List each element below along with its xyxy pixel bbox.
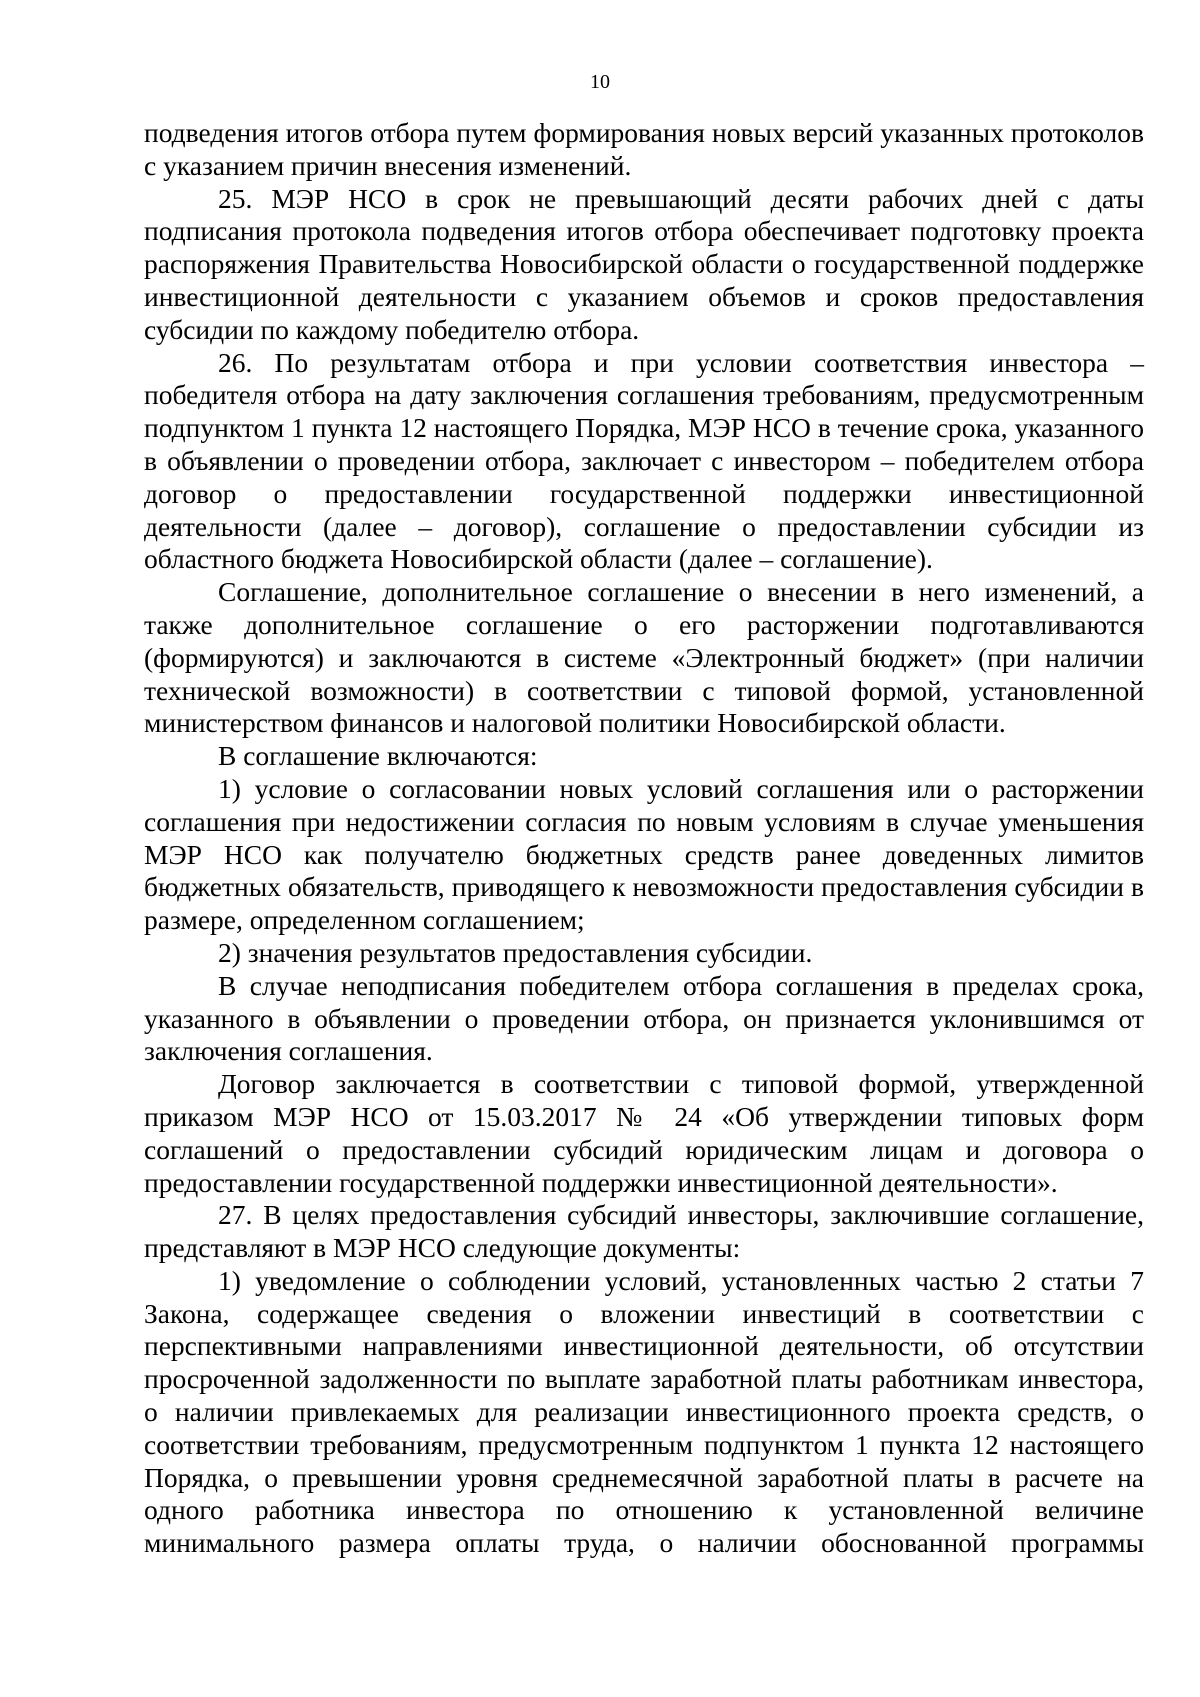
paragraph: 26. По результатам отбора и при условии соответствия инвестора – победителя отбора на дату заключения соглашения требованиям, предусмотренным подпунктом 1 пункта 12 настоящего Порядка, МЭР НСО в течение срока, указанного в объявлении о проведении отбора, заключает с инвестором – победителем отбора договор о предоставлении государственной поддержки инвестиционной деятельности (далее – договор), соглашение о предоставлении субсидии из областного бюджета Новосибирской области (далее – соглашение). — [144, 346, 1144, 575]
paragraph: Соглашение, дополнительное соглашение о внесении в него изменений, а также дополнительное соглашение о его расторжении подготавливаются (формируются) и заключаются в системе «Электронный бюджет» (при наличии технической возможности) в соответствии с типовой формой, установленной министерством финансов и налоговой политики Новосибирской области. — [144, 576, 1144, 739]
paragraph: В случае неподписания победителем отбора соглашения в пределах срока, указанного в объявлении о проведении отбора, он признается уклонившимся от заключения соглашения. — [144, 969, 1144, 1067]
document-body — [144, 117, 1144, 1560]
paragraph: В соглашение включаются: — [218, 740, 538, 772]
paragraph: Договор заключается в соответствии с типовой формой, утвержденной приказом МЭР НСО от 15.03.2017 № 24 «Об утверждении типовых форм соглашений о предоставлении субсидий юридическим лицам и договора о предоставлении государственной поддержки инвестиционной деятельности». — [144, 1068, 1144, 1198]
paragraph: подведения итогов отбора путем формирования новых версий указанных протоколов с указанием причин внесения изменений. — [144, 117, 1144, 181]
page-number: 10 — [590, 71, 610, 93]
paragraph: 1) уведомление о соблюдении условий, установленных частью 2 статьи 7 Закона, содержащее сведения о вложении инвестиций в соответствии с перспективными направлениями инвестиционной деятельности, об отсутствии просроченной задолженности по выплате заработной платы работникам инвестора, о наличии привлекаемых для реализации инвестиционного проекта средств, о соответствии требованиям, предусмотренным подпунктом 1 пункта 12 настоящего Порядка, о превышении уровня среднемесячной заработной платы в расчете на одного работника инвестора по отношению к установленной величине минимального размера оплаты труда, о наличии обоснованной программы — [144, 1264, 1144, 1559]
paragraph: 1) условие о согласовании новых условий соглашения или о расторжении соглашения при недостижении согласия по новым условиям в случае уменьшения МЭР НСО как получателю бюджетных средств ранее доведенных лимитов бюджетных обязательств, приводящего к невозможности предоставления субсидии в размере, определенном соглашением; — [144, 772, 1144, 936]
paragraph: 25. МЭР НСО в срок не превышающий десяти рабочих дней с даты подписания протокола подведения итогов отбора обеспечивает подготовку проекта распоряжения Правительства Новосибирской области о государственной поддержке инвестиционной деятельности с указанием объемов и сроков предоставления субсидии по каждому победителю отбора. — [144, 182, 1144, 345]
paragraph: 2) значения результатов предоставления субсидии. — [218, 936, 813, 968]
paragraph: 27. В целях предоставления субсидий инвесторы, заключившие соглашение, представляют в МЭР НСО следующие документы: — [144, 1199, 1144, 1264]
